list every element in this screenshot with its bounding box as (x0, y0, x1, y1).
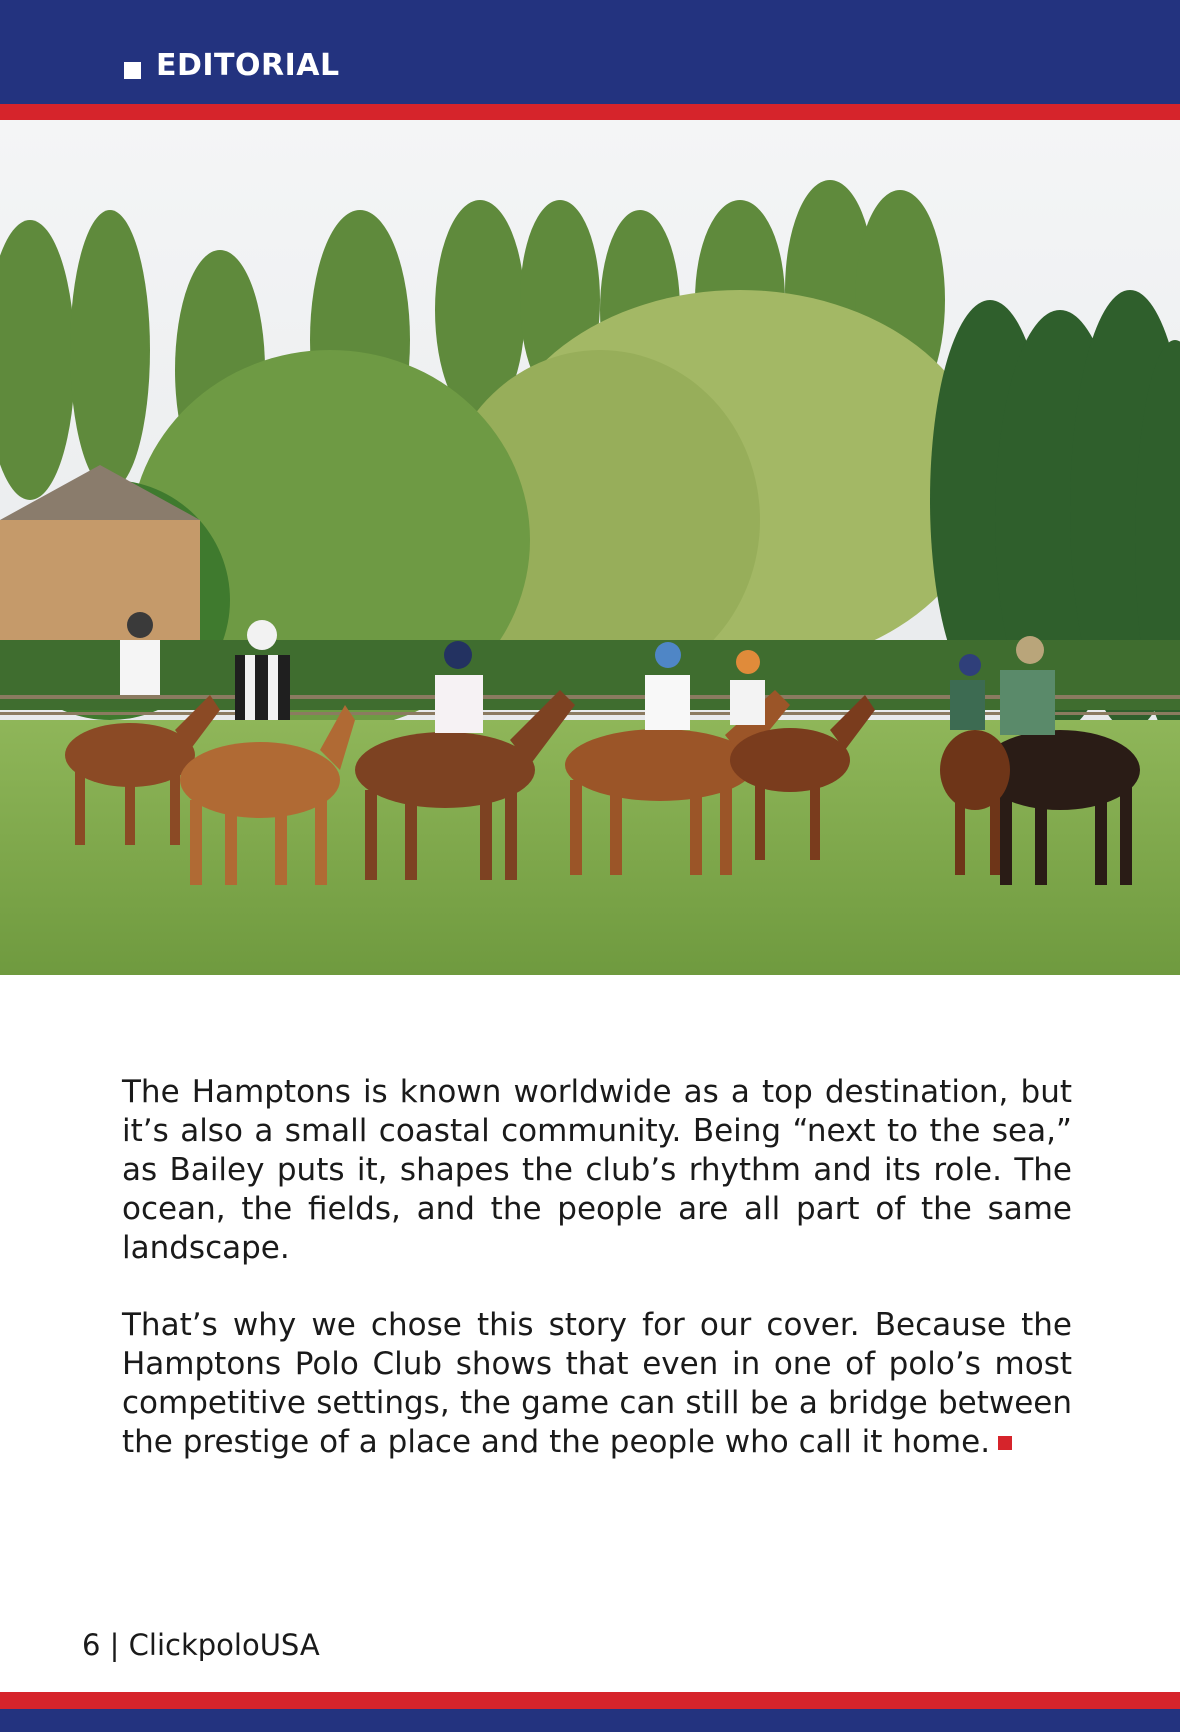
article-body (122, 1073, 1072, 1500)
footer-red-stripe (0, 1692, 1180, 1709)
article-paragraph-2 (122, 1306, 1072, 1462)
section-square-icon (124, 62, 141, 79)
article-paragraph-2-text: That’s why we chose this story for our cover. Because the Hamptons Polo Club shows that even in one of polo’s most competitive settings, the game can still be a bridge between the prestige of a place and the people who call it home. (122, 1307, 1072, 1460)
article-paragraph-1: The Hamptons is known worldwide as a top destination, but it’s also a small coastal community. Being “next to the sea,” as Bailey puts it, shapes the club’s rhythm and its role. The ocean, the fields, and the people are all part of the same landscape. (122, 1074, 1072, 1266)
end-of-article-square-icon (998, 1436, 1012, 1450)
page-folio: 6 | ClickpoloUSA (82, 1628, 320, 1662)
footer-band (0, 1709, 1180, 1732)
polo-photo (0, 120, 1180, 975)
section-label: EDITORIAL (156, 48, 340, 83)
header-red-stripe (0, 104, 1180, 120)
